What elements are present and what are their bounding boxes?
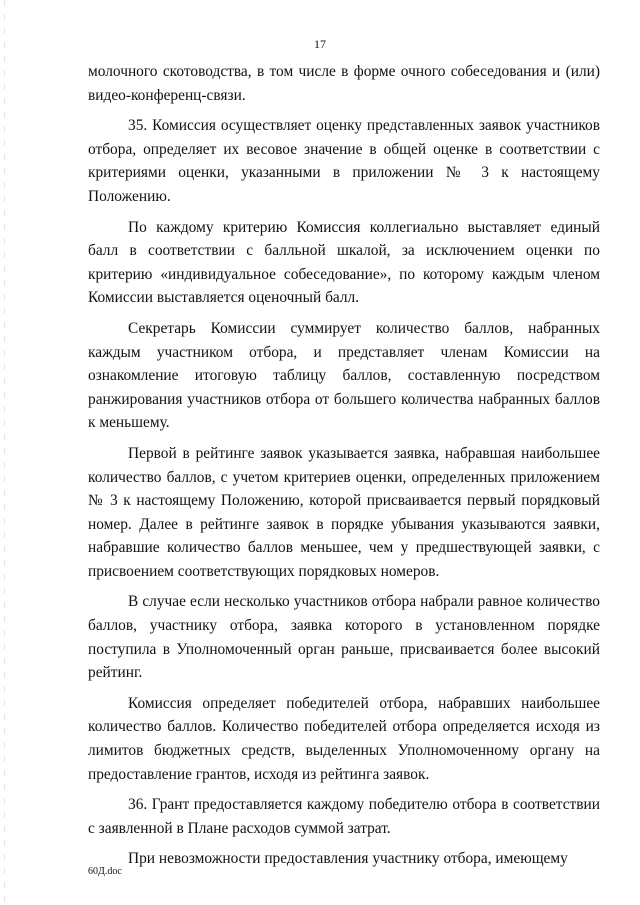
paragraph-scoring: По каждому критерию Комиссия коллегиально выставляет единый балл в соответствии с балльной шкалой, за исключением оценки по критерию «индивидуальное собеседование», по которому каждым членом Комиссии выставляется оценочный балл.	[88, 218, 600, 307]
paragraph-35: 35. Комиссия осуществляет оценку представленных заявок участников отбора, определяет их весовое значение в общей оценке в соответствии с критериями оценки, указанными в приложении № 3 к настоящему Положению.	[88, 117, 600, 205]
paragraph-ranking: Первой в рейтинге заявок указывается заявка, набравшая наибольшее количество баллов, с учетом критериев оценки, определенных приложением № 3 к настоящему Положению, которой присваивается первый порядковый номер. Далее в рейтинге заявок в порядке убывания указываются заявки, набравшие количество баллов меньшее, чем у предшествующей заявки, с присвоением соответствующих порядковых номеров.	[88, 444, 600, 580]
document-body	[88, 60, 600, 878]
scan-edge	[4, 0, 5, 905]
paragraph-tie: В случае если несколько участников отбора набрали равное количество баллов, участнику отбора, заявка которого в установленном порядке поступила в Уполномоченный орган раньше, присваивается более высокий рейтинг.	[88, 593, 600, 682]
paragraph-winners: Комиссия определяет победителей отбора, набравших наибольшее количество баллов. Количество победителей отбора определяется исходя из лимитов бюджетных средств, выделенных Уполномоченному органу на предоставление грантов, исходя из рейтинга заявок.	[88, 694, 600, 783]
paragraph-secretary: Секретарь Комиссии суммирует количество баллов, набранных каждым участником отбора, и представляет членам Комиссии на ознакомление итоговую таблицу баллов, составленную посредством ранжирования участников отбора от большего количества набранных баллов к меньшему.	[88, 319, 600, 432]
file-name-footer: 60Д.doc	[88, 866, 122, 877]
paragraph-impossibility: При невозможности предоставления участнику отбора, имеющему	[128, 850, 568, 868]
paragraph-36: 36. Грант предоставляется каждому победителю отбора в соответствии с заявленной в Плане расходов суммой затрат.	[88, 796, 600, 837]
page-number: 17	[314, 37, 326, 51]
paragraph-continuation: молочного скотоводства, в том числе в форме очного собеседования и (или) видео-конференц-связи.	[88, 63, 600, 104]
